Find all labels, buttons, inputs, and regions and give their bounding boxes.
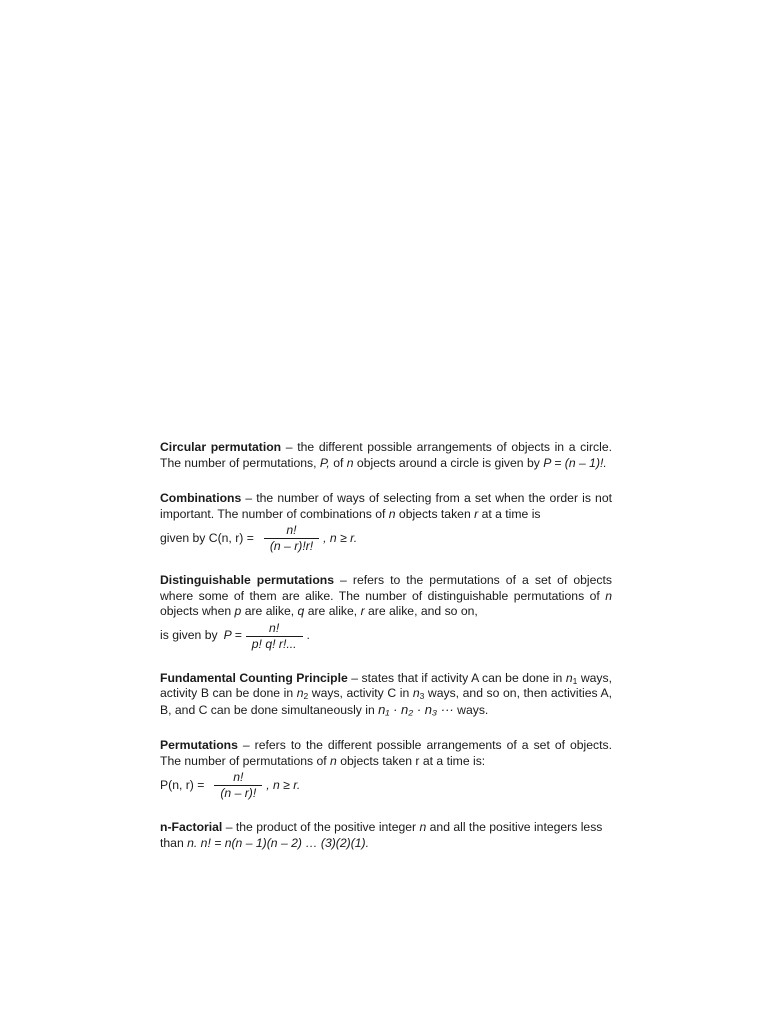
definition-text: are alike, (304, 604, 361, 618)
formula-permutations (160, 771, 612, 800)
fraction-numerator: n! (269, 620, 280, 635)
math-var: n (419, 820, 427, 834)
formula-lead: is given by (160, 628, 218, 643)
math-var: p (234, 604, 242, 618)
definition-text: are alike, and so on, (364, 604, 478, 618)
fraction-denominator (214, 785, 262, 800)
definition-text: ways, activity B can be done in (160, 670, 612, 700)
fraction-denominator (264, 538, 319, 553)
definition-text: – the product of the positive integer (222, 820, 420, 834)
term-permutations: Permutations (160, 738, 238, 752)
formula-combinations (160, 524, 612, 553)
fraction (264, 524, 319, 553)
math-var: n (330, 753, 337, 768)
fraction (246, 622, 303, 651)
term-fundamental-counting-principle: Fundamental Counting Principle (160, 670, 348, 685)
math-var: r (360, 604, 365, 618)
math-var: n (565, 670, 573, 685)
term-combinations: Combinations (160, 491, 242, 505)
fraction-numerator: n! (233, 770, 244, 784)
definition-text: ways. (453, 702, 489, 717)
definition-text: – the different possible arrangements of objects in a circle. The number of permutations, (160, 440, 612, 470)
math-var: n (605, 588, 612, 603)
formula-lead: given by C(n, r) = (160, 530, 254, 545)
math-var: q (297, 604, 305, 618)
entry-n-factorial (160, 820, 612, 851)
combinations-definition (160, 491, 612, 522)
distinguishable-definition (160, 573, 612, 620)
denominator-text: (n – r)! (220, 786, 257, 800)
definition-text: – the number of ways of selecting from a set when the order is not important. The number of combinations of (160, 491, 612, 521)
definition-text: are alike, (241, 604, 298, 618)
formula-circular: P = (n – 1)!. (543, 455, 607, 470)
formula-tail: . (306, 628, 310, 643)
math-var: n (412, 686, 420, 700)
term-circular-permutation: Circular permutation (160, 440, 282, 454)
entry-permutations (160, 738, 612, 800)
formula-lhs: P = (223, 628, 242, 643)
formula-product: n₁ · n₂ · n₃ ··· (378, 701, 454, 717)
math-var: P, (319, 455, 330, 470)
formula-distinguishable (160, 622, 612, 651)
math-var: n (346, 455, 354, 470)
denominator-text: p! q! r!... (251, 636, 297, 651)
definition-text: objects around a circle is given by (353, 455, 544, 470)
fraction (214, 771, 262, 800)
entry-distinguishable-permutations (160, 573, 612, 651)
math-var: n (296, 686, 304, 700)
math-var: n. (187, 835, 198, 850)
term-n-factorial: n-Factorial (160, 820, 223, 834)
definition-text: – states that if activity A can be done in (347, 670, 566, 685)
term-distinguishable-permutations: Distinguishable permutations (160, 573, 334, 587)
entry-circular-permutation (160, 440, 612, 471)
subscript: 1 (572, 675, 578, 686)
subscript: 3 (419, 691, 425, 701)
definition-text: of (329, 455, 347, 470)
subscript: 2 (303, 691, 309, 701)
definition-text: objects taken r at a time is: (336, 753, 486, 768)
definition-text: – refers to the permutations of a set of objects where some of them are alike. The number of distinguishable permutations of (160, 573, 612, 603)
definition-text: at a time is (478, 506, 541, 521)
glossary (160, 440, 612, 871)
formula-condition: , n ≥ r. (323, 530, 358, 545)
fraction-numerator: n! (286, 523, 297, 537)
definition-text: – refers to the different possible arrangements of a set of objects. The number of permutations of (160, 738, 612, 768)
permutations-definition (160, 738, 612, 769)
denominator-text: (n – r)!r! (269, 539, 314, 553)
definition-text: ways, activity C in (308, 686, 413, 700)
formula-lead: P(n, r) = (160, 777, 205, 792)
fraction-denominator (246, 636, 303, 651)
formula-factorial: n! = n(n – 1)(n – 2) … (3)(2)(1). (197, 835, 369, 850)
definition-text: and all the positive integers less than (160, 820, 603, 850)
definition-text: objects taken (395, 506, 475, 521)
definition-text: ways, and so on, then activities A, B, and C can be done simultaneously in (160, 686, 613, 717)
entry-combinations (160, 491, 612, 553)
definition-text: objects when (160, 604, 235, 618)
entry-fundamental-counting-principle (160, 671, 612, 719)
math-var: n (388, 506, 396, 521)
math-var: r (474, 506, 479, 521)
formula-condition: , n ≥ r. (266, 777, 301, 792)
